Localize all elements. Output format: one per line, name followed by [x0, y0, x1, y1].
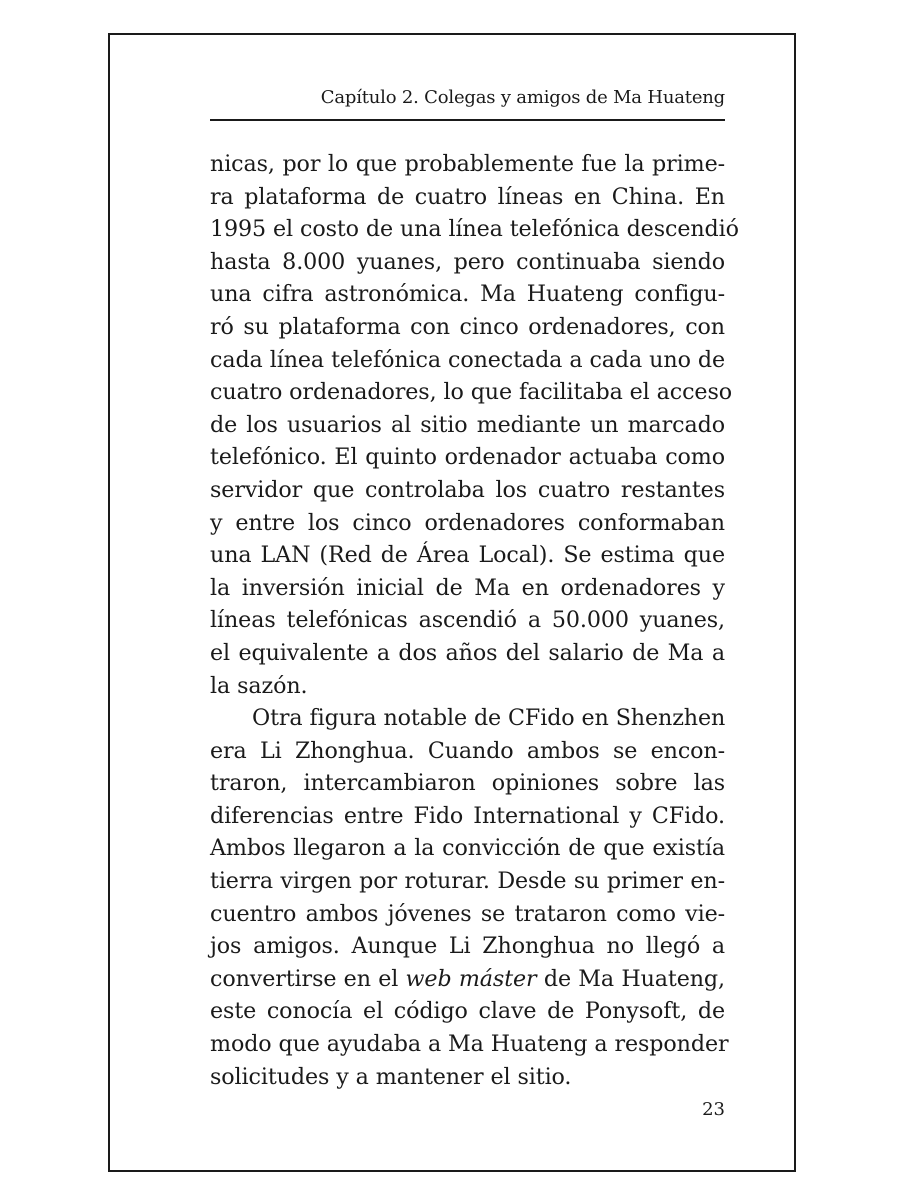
header-rule: [210, 119, 725, 121]
text-line-with-italic: [210, 963, 725, 996]
text-line: servidor que controlaba los cuatro restantes: [210, 476, 725, 503]
text-line: nicas, por lo que probablemente fue la prime-: [210, 151, 725, 177]
running-header: Capítulo 2. Colegas y amigos de Ma Huateng: [320, 87, 725, 108]
text-line: una LAN (Red de Área Local). Se estima que: [210, 542, 725, 569]
text-line: modo que ayudaba a Ma Huateng a responder: [210, 1031, 729, 1058]
text-line: este conocía el código clave de Ponysoft, de: [210, 998, 725, 1025]
italic-term: web máster: [405, 965, 537, 992]
text-line: cada línea telefónica conectada a cada uno de: [210, 346, 725, 373]
paragraph-1: [210, 148, 739, 702]
text-line: solicitudes y a mantener el sitio.: [210, 1063, 572, 1090]
text-segment: de Ma Huateng,: [536, 965, 725, 992]
text-line: líneas telefónicas ascendió a 50.000 yuanes,: [210, 607, 725, 634]
text-line: ra plataforma de cuatro líneas en China. En: [210, 183, 725, 210]
text-line: traron, intercambiaron opiniones sobre las: [210, 770, 725, 797]
text-line: hasta 8.000 yuanes, pero continuaba siendo: [210, 248, 725, 275]
text-line: de los usuarios al sitio mediante un marcado: [210, 411, 725, 438]
text-line: tierra virgen por roturar. Desde su primer en-: [210, 868, 725, 895]
page-number: 23: [702, 1099, 725, 1120]
text-line: diferencias entre Fido International y CFido.: [210, 802, 725, 829]
paragraph-2: [210, 702, 729, 1093]
body-text: [210, 148, 739, 1093]
text-line: la sazón.: [210, 672, 308, 699]
text-line: el equivalente a dos años del salario de Ma a: [210, 639, 725, 666]
text-line: la inversión inicial de Ma en ordenadores y: [210, 574, 725, 601]
text-line: 1995 el costo de una línea telefónica descendió: [210, 216, 739, 243]
text-line: cuentro ambos jóvenes se trataron como vie-: [210, 900, 725, 927]
text-segment: convertirse en el: [210, 965, 406, 992]
text-line: ró su plataforma con cinco ordenadores, con: [210, 313, 725, 340]
text-line: telefónico. El quinto ordenador actuaba como: [210, 444, 725, 471]
text-line: era Li Zhonghua. Cuando ambos se encon-: [210, 737, 725, 764]
text-line: y entre los cinco ordenadores conformaban: [210, 509, 725, 536]
text-line: Ambos llegaron a la convicción de que existía: [210, 835, 725, 862]
text-line: Otra figura notable de CFido en Shenzhen: [252, 705, 726, 732]
text-line: una cifra astronómica. Ma Huateng configu-: [210, 281, 725, 308]
text-line: cuatro ordenadores, lo que facilitaba el acceso: [210, 379, 732, 406]
text-line: jos amigos. Aunque Li Zhonghua no llegó a: [210, 933, 725, 960]
